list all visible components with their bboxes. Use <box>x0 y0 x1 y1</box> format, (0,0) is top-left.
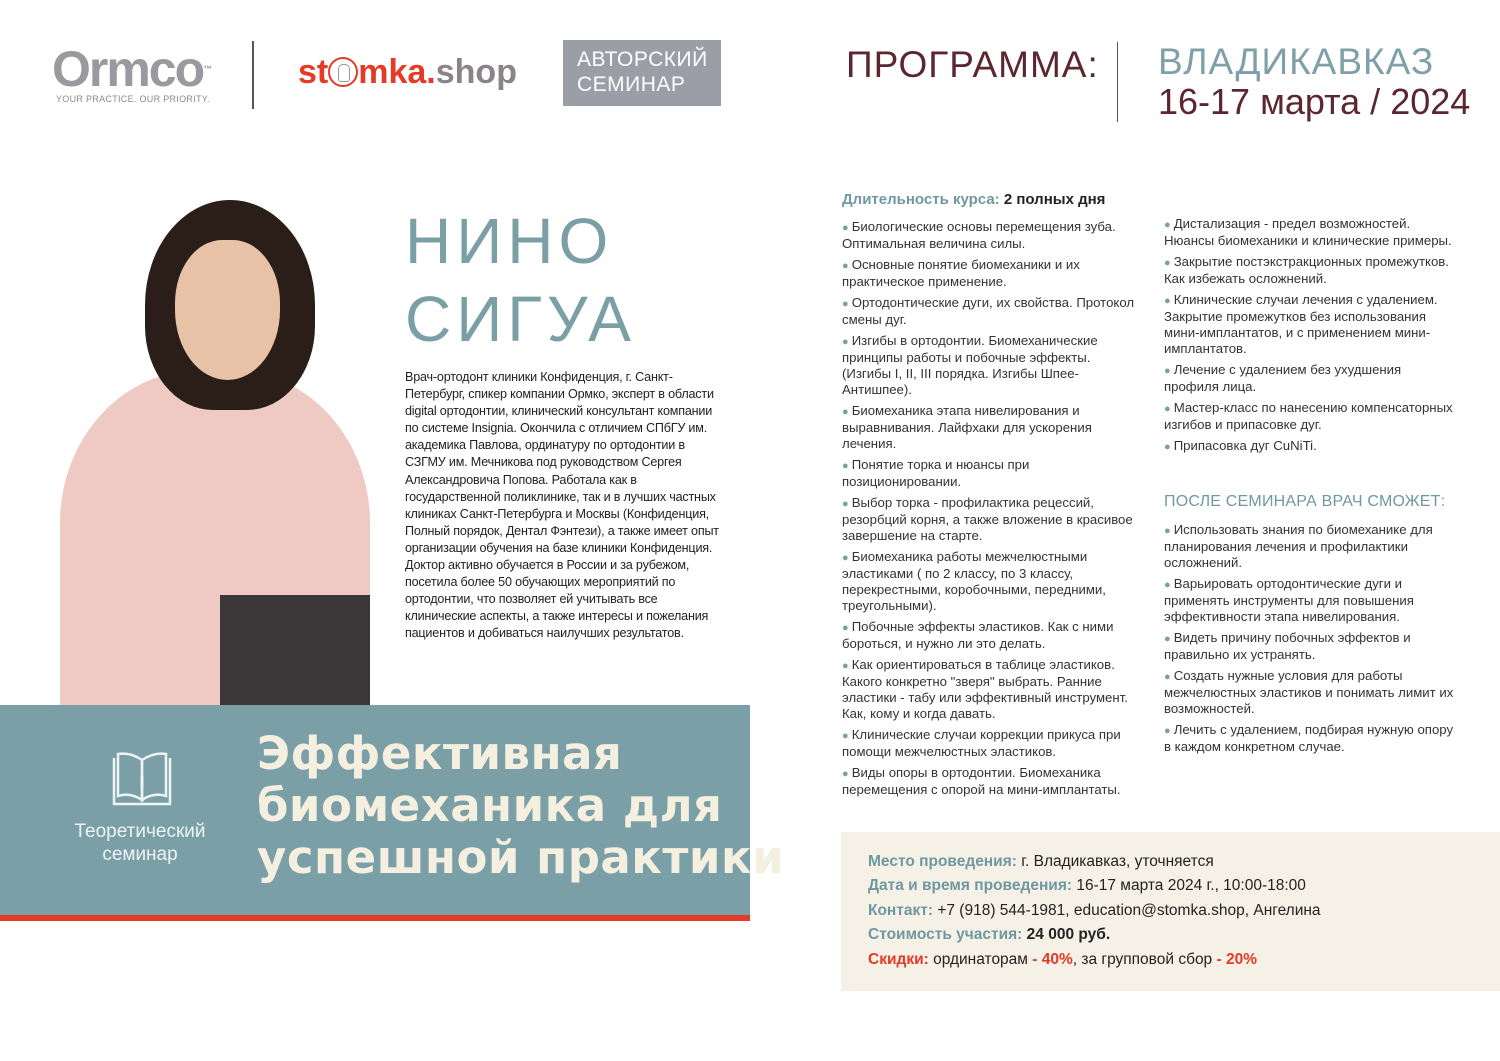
logo-part: st <box>298 53 329 91</box>
label: Контакт: <box>868 901 934 919</box>
item-text: Варьировать ортодонтические дуги и применять инструменты для повышения эффективности этапа нивелирования. <box>1164 576 1414 624</box>
list-item <box>1164 668 1454 717</box>
item-text: Лечить с удалением, подбирая нужную опору в каждом конкретном случае. <box>1164 722 1454 754</box>
bullet-icon: ● <box>842 406 852 418</box>
bullet-icon: ● <box>842 460 852 472</box>
logo-part: shop <box>435 53 517 91</box>
bullet-icon: ● <box>842 552 852 564</box>
title-line: успешной практики <box>257 831 785 884</box>
item-text: Основные понятие биомеханики и их практическое применение. <box>842 257 1080 289</box>
program-list-2 <box>1164 216 1454 460</box>
author-seminar-badge <box>563 40 721 106</box>
item-text: Создать нужные условия для работы межчелюстных эластиков и понимать лимит их возможностей. <box>1164 668 1454 716</box>
info-time <box>868 874 1473 898</box>
bullet-icon: ● <box>1164 219 1174 231</box>
trademark: ™ <box>203 64 211 74</box>
book-icon <box>110 748 174 810</box>
item-text: Видеть причину побочных эффектов и правильно их устранять. <box>1164 630 1411 662</box>
speaker-bio: Врач-ортодонт клиники Конфиденция, г. Санкт-Петербург, спикер компании Ормко, эксперт в области digital ортодонтии, клинический консультант компании по системе Insignia. Окончила с отличием СПбГУ им. академика Павлова, ординатуру по ортодонтии в СЗГМУ им. Мечникова под руководством Сергея Александровича Попова. Работала как в государственной поликлинике, так и в лучших частных клиниках Санкт-Петербурга и Москвы (Конфиденция, Полный порядок, Дентал Фэнтези), а также имеет опыт организации обучения на базе клиники Конфиденция. Доктор активно обучается в России и за рубежом, посетила более 50 обучающих мероприятий по ортодонтии, что позволяет ей учитывать все клинические аспекты, а также интересы и пожелания пациентов и добиваться наилучших результатов. <box>405 370 719 641</box>
discount-value: - 40% <box>1032 950 1073 968</box>
ormco-tagline: YOUR PRACTICE. OUR PRIORITY. <box>56 94 210 104</box>
bullet-icon: ● <box>842 660 852 672</box>
list-item <box>842 403 1137 452</box>
bullet-icon: ● <box>842 730 852 742</box>
city: ВЛАДИКАВКАЗ <box>1158 41 1435 82</box>
type-line: семинар <box>102 844 178 865</box>
list-item <box>1164 576 1454 625</box>
list-item <box>1164 254 1454 287</box>
bullet-icon: ● <box>1164 579 1174 591</box>
bullet-icon: ● <box>842 222 852 234</box>
bullet-icon: ● <box>1164 257 1174 269</box>
list-item <box>1164 362 1454 395</box>
bullet-icon: ● <box>1164 671 1174 683</box>
bullet-icon: ● <box>842 768 852 780</box>
item-text: Закрытие постэкстракционных промежутков. Как избежать осложнений. <box>1164 254 1449 286</box>
item-text: Клинические случаи коррекции прикуса при помощи межчелюстных эластиков. <box>842 727 1121 759</box>
type-line: Теоретический <box>74 821 206 842</box>
list-item <box>842 549 1137 614</box>
event-info-box <box>841 832 1500 991</box>
program-list-1 <box>842 219 1137 803</box>
title-line: биомеханика для <box>257 779 723 832</box>
list-item <box>842 657 1137 722</box>
item-text: Биомеханика этапа нивелирования и выравнивания. Лайфхаки для ускорения лечения. <box>842 403 1092 451</box>
speaker-photo <box>40 195 370 707</box>
list-item <box>842 765 1137 798</box>
bullet-icon: ● <box>1164 633 1174 645</box>
badge-line: СЕМИНАР <box>577 73 686 96</box>
bullet-icon: ● <box>1164 725 1174 737</box>
discount-value: - 20% <box>1216 950 1257 968</box>
duration-value: 2 полных дня <box>1003 191 1106 208</box>
list-item <box>1164 400 1454 433</box>
title-line: Эффективная <box>257 727 623 780</box>
course-duration <box>842 191 1105 208</box>
list-item <box>1164 722 1454 755</box>
value: 16-17 марта 2024 г., 10:00-18:00 <box>1072 877 1306 895</box>
item-text: Биологические основы перемещения зуба. Оптимальная величина силы. <box>842 219 1116 251</box>
value: ординаторам <box>928 950 1033 968</box>
list-item <box>1164 292 1454 357</box>
bullet-icon: ● <box>1164 525 1174 537</box>
seminar-title <box>257 728 784 884</box>
info-contact <box>868 899 1473 923</box>
value: 24 000 руб. <box>1022 926 1111 944</box>
item-text: Клинические случаи лечения с удалением. Закрытие промежутков без использования мини-имплантатов, и с применением мини-имплантатов. <box>1164 292 1438 356</box>
value[interactable]: +7 (918) 544-1981, education@stomka.shop, Ангелина <box>933 901 1321 919</box>
item-text: Дистализация - предел возможностей. Нюансы биомеханики и клинические примеры. <box>1164 216 1452 248</box>
outcomes-list <box>1164 522 1454 760</box>
label: Скидки: <box>868 950 929 968</box>
list-item <box>842 619 1137 652</box>
banner-stripe <box>0 915 750 921</box>
item-text: Выбор торка - профилактика рецессий, резорбций корня, а также вложение в красивое завершение на старте. <box>842 495 1133 543</box>
value: г. Владикавказ, уточняется <box>1016 853 1214 870</box>
first-name: НИНО <box>405 205 614 277</box>
item-text: Побочные эффекты эластиков. Как с ними бороться, и нужно ли это делать. <box>842 619 1114 651</box>
list-item <box>842 727 1137 760</box>
ormco-logo <box>52 41 211 104</box>
duration-label: Длительность курса: <box>842 191 1000 208</box>
item-text: Виды опоры в ортодонтии. Биомеханика перемещения с опорой на мини-имплантаты. <box>842 765 1121 797</box>
stomka-logo <box>298 52 517 92</box>
info-price <box>868 923 1473 947</box>
ormco-wordmark: Ormco <box>52 41 204 97</box>
last-name: СИГУА <box>405 283 636 355</box>
bullet-icon: ● <box>1164 403 1174 415</box>
bullet-icon: ● <box>842 622 852 634</box>
bullet-icon: ● <box>1164 295 1174 307</box>
tooth-icon <box>328 57 358 87</box>
item-text: Ортодонтические дуги, их свойства. Протокол смены дуг. <box>842 295 1135 327</box>
badge-line: АВТОРСКИЙ <box>577 48 708 71</box>
list-item <box>842 295 1137 328</box>
item-text: Как ориентироваться в таблице эластиков. Какого конкретно "зверя" выбрать. Ранние эластики - табу или эффективный инструмент. Как, кому и когда давать. <box>842 657 1128 721</box>
bullet-icon: ● <box>842 498 852 510</box>
item-text: Биомеханика работы межчелюстными эластиками ( по 2 классу, по 3 классу, перекрестными, коробочными, передними, треугольными). <box>842 549 1106 613</box>
label: Место проведения: <box>868 853 1017 870</box>
speaker-name <box>405 202 636 358</box>
bullet-icon: ● <box>842 298 852 310</box>
list-item <box>842 219 1137 252</box>
bullet-icon: ● <box>1164 365 1174 377</box>
item-text: Понятие торка и нюансы при позиционировании. <box>842 457 1030 489</box>
list-item <box>1164 630 1454 663</box>
label: Дата и время проведения: <box>868 877 1073 895</box>
value: , за групповой сбор <box>1072 950 1217 968</box>
item-text: Припасовка дуг CuNiTi. <box>1173 438 1317 453</box>
divider <box>1117 42 1118 122</box>
list-item <box>842 495 1137 544</box>
seminar-type <box>60 820 220 866</box>
item-text: Мастер-класс по нанесению компенсаторных изгибов и припасовке дуг. <box>1164 400 1453 432</box>
list-item <box>842 333 1137 398</box>
list-item <box>842 257 1137 290</box>
list-item <box>1164 522 1454 571</box>
bullet-icon: ● <box>1164 441 1174 453</box>
outcomes-heading: ПОСЛЕ СЕМИНАРА ВРАЧ СМОЖЕТ: <box>1164 493 1446 510</box>
item-text: Изгибы в ортодонтии. Биомеханические принципы работы и побочные эффекты. (Изгибы I, II, III порядка. Изгибы Шпее-Антишпее). <box>842 333 1098 397</box>
bullet-icon: ● <box>842 260 852 272</box>
divider <box>252 41 254 109</box>
bullet-icon: ● <box>842 336 852 348</box>
item-text: Лечение с удалением без ухудшения профиля лица. <box>1164 362 1402 394</box>
info-place <box>868 850 1473 874</box>
list-item <box>1164 216 1454 249</box>
info-discount <box>868 948 1473 972</box>
item-text: Использовать знания по биомеханике для планирования лечения и профилактики осложнений. <box>1164 522 1433 570</box>
program-heading: ПРОГРАММА: <box>846 44 1099 85</box>
list-item <box>842 457 1137 490</box>
event-date: 16-17 марта / 2024 <box>1158 81 1471 122</box>
list-item <box>1164 438 1454 455</box>
logo-part: mka <box>358 53 427 91</box>
logo-part: . <box>426 53 436 91</box>
label: Стоимость участия: <box>868 926 1023 944</box>
